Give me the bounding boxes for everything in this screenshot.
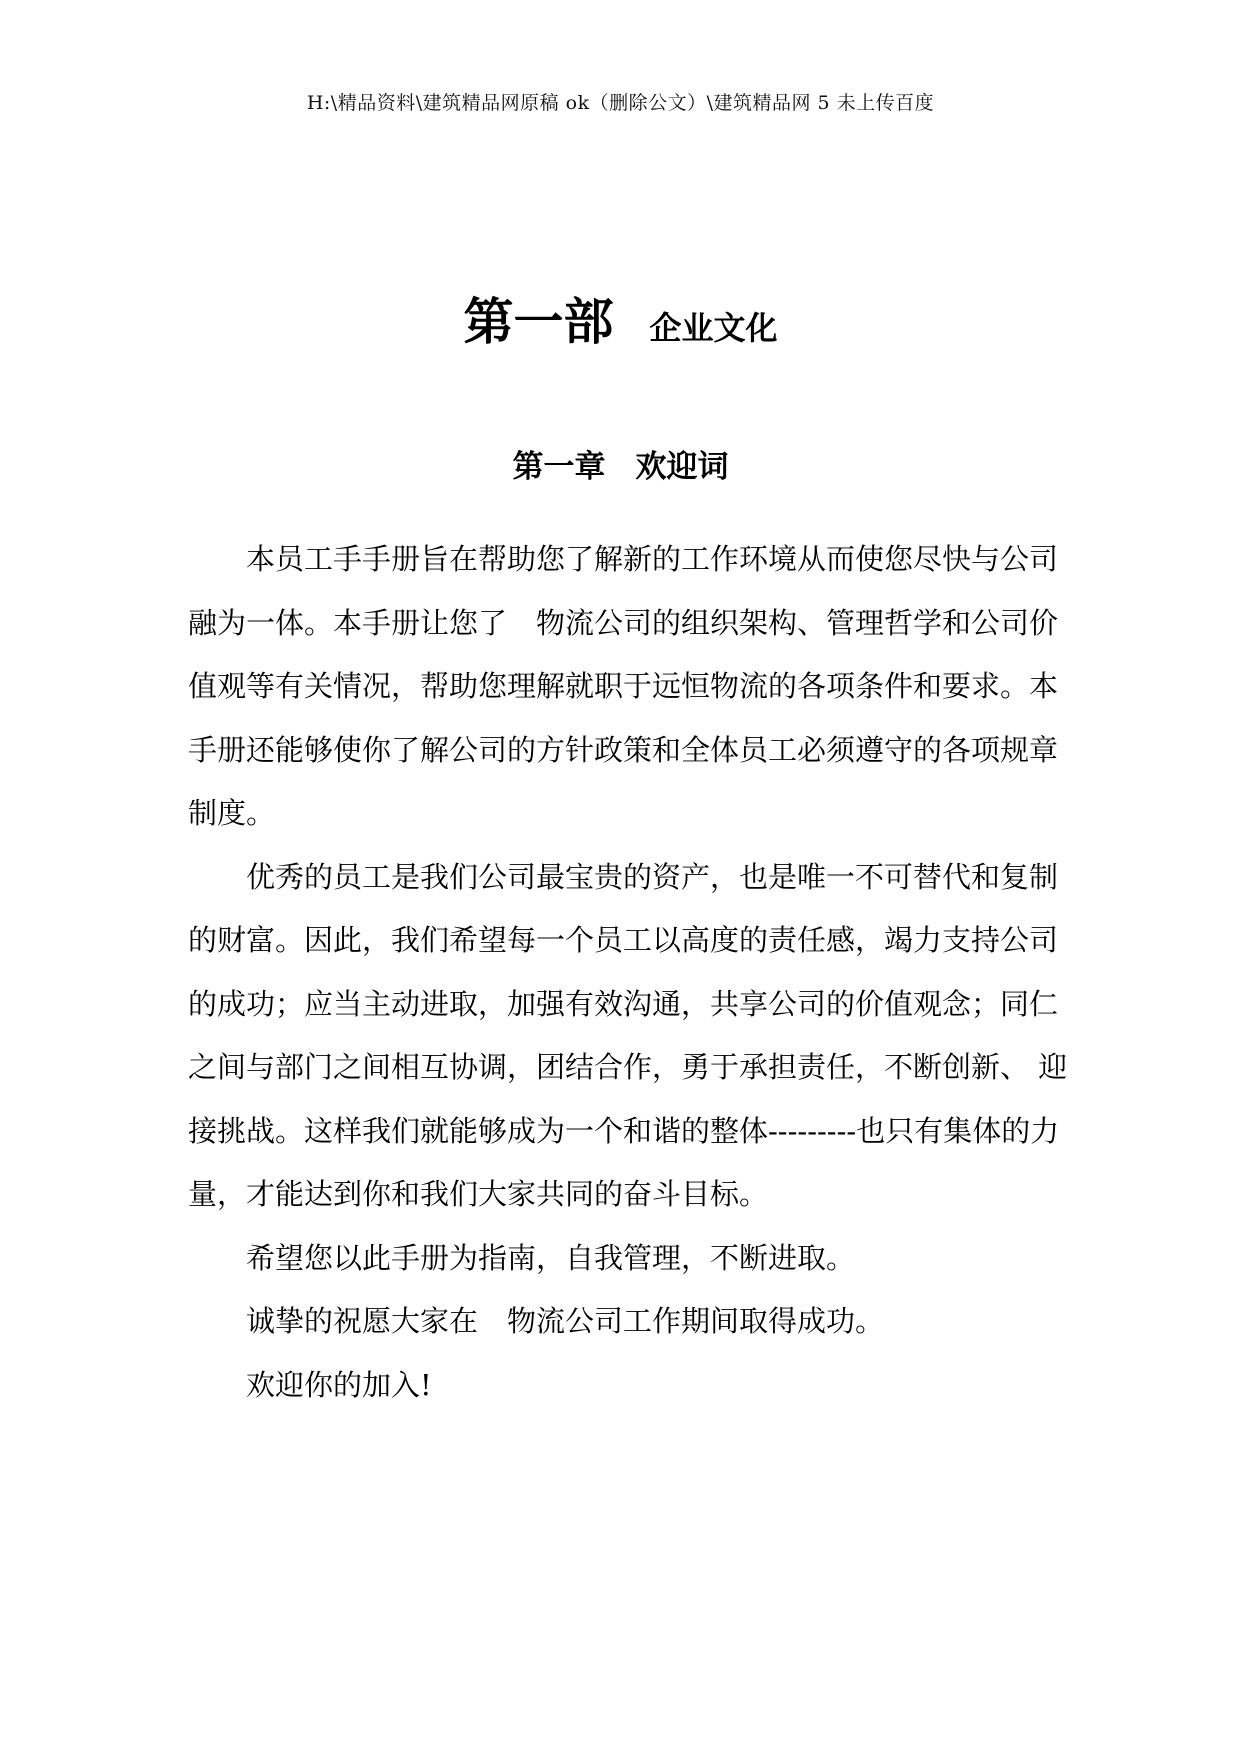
paragraph-wishes: 诚挚的祝愿大家在 物流公司工作期间取得成功。 (246, 1304, 885, 1338)
chapter-heading (0, 441, 1241, 486)
paragraph-welcome: 欢迎你的加入! (246, 1367, 432, 1402)
body-text (188, 528, 1068, 1417)
paragraph-intro: 本员工手手册旨在帮助您了解新的工作环境从而使您尽快与公司融为一体。本手册让您了 物流公司的组织架构、管理哲学和公司价值观等有关情况，帮助您理解就职于远恒物流的各项条件和要求。本手册还能够使你了解公司的方针政策和全体员工必须遵守的各项规章制度。 (188, 542, 1059, 830)
part-heading (0, 282, 1241, 354)
paragraph-values: 优秀的员工是我们公司最宝贵的资产，也是唯一不可替代和复制的财富。因此，我们希望每一个员工以高度的责任感，竭力支持公司的成功；应当主动进取，加强有效沟通，共享公司的价值观念；同仁之间与部门之间相互协调，团结合作，勇于承担责任，不断创新、 迎接挑战。这样我们就能够成为一个和谐的整体---------也只有集体的力量，才能达到你和我们大家共同的奋斗目标。 (188, 859, 1068, 1211)
part-number: 第一部 (463, 293, 614, 351)
file-path-header: H:\精品资料\建筑精品网原稿 ok（删除公文）\建筑精品网 5 未上传百度 (306, 92, 935, 114)
chapter-number: 第一章 (512, 449, 606, 485)
chapter-title: 欢迎词 (635, 449, 729, 485)
paragraph-guide: 希望您以此手册为指南，自我管理，不断进取。 (246, 1240, 856, 1275)
part-title: 企业文化 (649, 309, 778, 347)
